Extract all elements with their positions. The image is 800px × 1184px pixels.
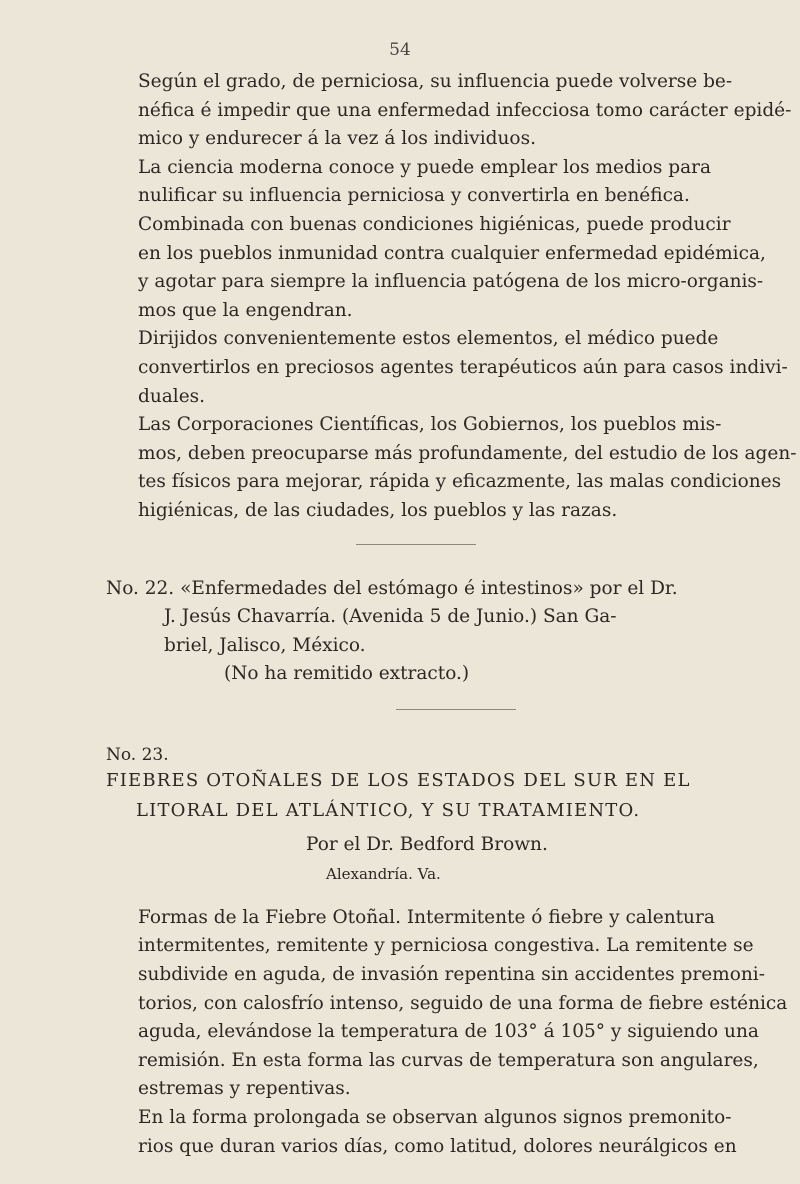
page-body [106,68,797,1161]
text-line: rios que duran varios días, como latitud, dolores neurálgicos en [138,1135,737,1157]
entry-23-place: Alexandría. Va. [326,864,441,883]
paragraph [106,904,788,1104]
text-line: mos, deben preocuparse más profundamente, del estudio de los agen- [138,442,797,464]
entry-22-note: (No ha remitido extracto.) [224,663,470,685]
text-line: higiénicas, de las ciudades, los pueblos y las razas. [138,499,618,521]
entry-22-line-3: briel, Jalisco, México. [164,634,366,656]
entry-23-heading-line-2: LITORAL DEL ATLÁNTICO, Y SU TRATAMIENTO. [136,799,641,821]
text-line: mos que la engendran. [138,299,353,321]
text-line: nulificar su influencia perniciosa y convertirla en benéfica. [138,185,690,207]
entry-22-line-2: J. Jesús Chavarría. (Avenida 5 de Junio.) San Ga- [164,606,617,628]
paragraph [106,1104,751,1161]
paragraph [106,325,788,411]
text-line: néfica é impedir que una enfermedad infecciosa tomo carácter epidé- [138,99,792,121]
text-line: y agotar para siempre la influencia patógena de los micro-organis- [138,271,764,293]
text-line: tes físicos para mejorar, rápida y eficazmente, las malas condiciones [138,471,782,493]
text-line: estremas y repentivas. [138,1078,351,1100]
paragraph [106,411,797,525]
text-line: La ciencia moderna conoce y puede emplear los medios para [138,156,712,178]
text-line: torios, con calosfrío intenso, seguido de una forma de fiebre esténica [138,992,788,1014]
bottom-paragraphs [106,904,788,1161]
text-line: remisión. En esta forma las curvas de temperatura son angulares, [138,1049,759,1071]
top-paragraphs [106,68,797,526]
text-line: aguda, elevándose la temperatura de 103° á 105° y siguiendo una [138,1021,759,1043]
entry-23-number: No. 23. [106,744,169,765]
section-divider [356,544,476,545]
entry-23-byline: Por el Dr. Bedford Brown. [306,833,548,855]
text-line: Formas de la Fiebre Otoñal. Intermitente ó fiebre y calentura [138,906,715,928]
text-line: convertirlos en preciosos agentes terapéuticos aún para casos indivi- [138,356,788,378]
text-line: intermitentes, remitente y perniciosa congestiva. La remitente se [138,935,754,957]
text-line: Las Corporaciones Científicas, los Gobiernos, los pueblos mis- [138,414,722,436]
paragraph [106,211,766,325]
entry-23-heading-line-1: FIEBRES OTOÑALES DE LOS ESTADOS DEL SUR EN EL [106,769,691,791]
entry-22-line-1: No. 22. «Enfermedades del estómago é intestinos» por el Dr. [106,577,678,599]
text-line: En la forma prolongada se observan algunos signos premonito- [138,1107,732,1129]
text-line: Combinada con buenas condiciones higiénicas, puede producir [138,213,731,235]
text-line: Dirijidos convenientemente estos elementos, el médico puede [138,328,719,350]
entry-23 [106,744,751,888]
text-line: subdivide en aguda, de invasión repentina sin accidentes premoni- [138,964,765,986]
entry-23-heading [106,766,751,826]
text-line: duales. [138,385,206,407]
text-line: mico y endurecer á la vez á los individuos. [138,128,536,150]
paragraph [106,154,751,211]
section-divider [396,709,516,710]
text-line: en los pueblos inmunidad contra cualquier enfermedad epidémica, [138,242,766,264]
entry-22 [106,575,751,689]
page-number: 54 [389,40,411,60]
text-line: Según el grado, de perniciosa, su influencia puede volverse be- [138,71,733,92]
paragraph [106,68,792,154]
